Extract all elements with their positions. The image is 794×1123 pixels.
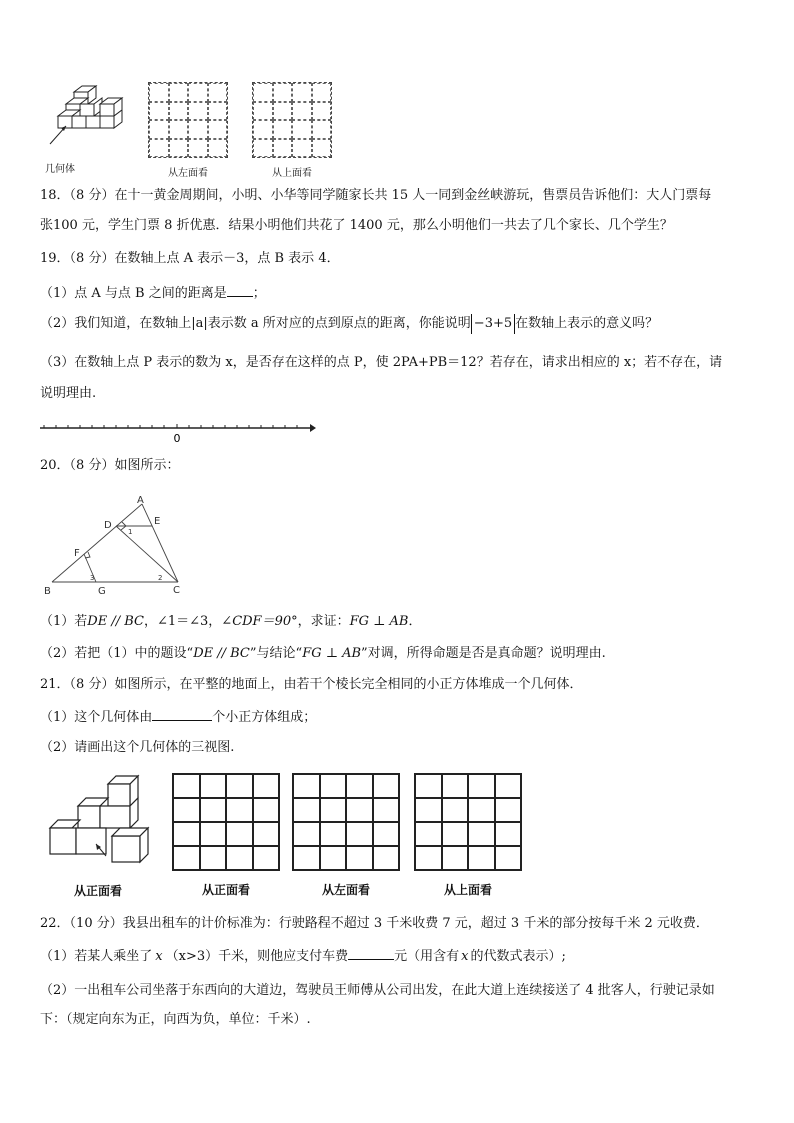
label-B: B	[44, 586, 51, 597]
q22-condition: （x>3）	[165, 949, 219, 964]
q18-line2: 张100 元，学生门票 8 折优惠．结果小明他们共花了 1400 元，那么小明他们一共去了几个家长、几个学生？	[40, 218, 673, 233]
q20-part2-b: ”与结论“	[249, 646, 303, 661]
triangle-figure	[40, 494, 190, 598]
q20-part1-cdf: ∠CDF＝90°	[221, 614, 298, 629]
q20-part2-a: （2）若把（1）中的题设“	[40, 646, 194, 661]
q21-answer-blank[interactable]	[152, 706, 212, 721]
q21-part1-b: 个小正方体组成；	[212, 710, 317, 725]
left-view-caption-top: 从左面看	[168, 168, 208, 179]
q19-answer-blank[interactable]	[227, 282, 253, 297]
q21-part1-a: （1）这个几何体由	[40, 710, 153, 725]
left-view-grid[interactable]	[292, 773, 400, 871]
q19-line1: 19．（8 分）在数轴上点 A 表示－3，点 B 表示 4．	[40, 251, 340, 266]
label-E: E	[154, 516, 161, 527]
q20-part2	[40, 644, 606, 664]
q22-var-x: x	[155, 949, 163, 964]
q20-part2-fg-ab: FG ⊥ AB	[302, 646, 362, 661]
angle-2: 2	[158, 574, 163, 582]
q22-line1: 22．（10 分）我县出租车的计价标准为：行驶路程不超过 3 千米收费 7 元，超过 3 千米的部分按每千米 2 元收费．	[40, 916, 709, 931]
front-view-caption: 从正面看	[201, 883, 250, 897]
number-line-zero: 0	[173, 432, 181, 444]
number-line	[40, 418, 316, 444]
label-A: A	[137, 495, 144, 506]
q20-part2-c: ”对调，所得命题是否是真命题？说明理由.	[361, 646, 606, 661]
q20-part1-b: ，∠1＝∠3，	[143, 614, 222, 629]
left-view-grid-top	[148, 82, 228, 158]
q22-part1-a: （1）若某人乘坐了	[40, 949, 153, 964]
q19-part2-text-b: 在数轴上表示的意义吗？	[515, 316, 659, 331]
q22-part1	[40, 945, 566, 967]
q20-part1	[40, 612, 422, 632]
top-view-caption-top: 从上面看	[272, 168, 312, 179]
q19-part3-line2: 说明理由.	[40, 386, 97, 401]
q20-line1: 20．（8 分）如图所示：	[40, 458, 180, 473]
q22-part1-c: 元（用含有	[394, 949, 460, 964]
label-C: C	[173, 585, 180, 596]
top-view-caption: 从上面看	[443, 883, 492, 897]
q21-line1: 21．（8 分）如图所示，在平整的地面上，由若干个棱长完全相同的小正方体堆成一个几何体．	[40, 677, 583, 692]
label-G: G	[98, 586, 106, 597]
q19-part3-line1: （3）在数轴上点 P 表示的数为 x，是否存在这样的点 P，使 2PA+PB＝12？若存在，请求出相应的 x；若不存在，请	[40, 355, 723, 370]
q20-part1-d: ．	[408, 614, 422, 629]
q21-solid-caption: 从正面看	[73, 884, 122, 898]
q22-part2-line1: （2）一出租车公司坐落于东西向的大道边，驾驶员王师傅从公司出发，在此大道上连续接送了 4 批客人，行驶记录如	[40, 983, 715, 998]
q21-solid-figure	[46, 774, 150, 870]
q19-abs-expression: −3+5	[471, 314, 515, 334]
top-solid-figure	[44, 82, 134, 162]
q22-part1-d: 的代数式表示）;	[470, 949, 566, 964]
top-view-grid-top	[252, 82, 332, 158]
q20-part1-c: ，求证：	[297, 614, 350, 629]
q19-part2	[40, 314, 658, 334]
top-view-grid[interactable]	[414, 773, 522, 871]
left-view-caption: 从左面看	[321, 883, 370, 897]
q20-part1-fg-ab: FG ⊥ AB	[349, 614, 409, 629]
solid-caption: 几何体	[45, 164, 75, 175]
label-F: F	[74, 548, 80, 559]
q19-part1-end: ；	[252, 286, 266, 301]
q18-line1: 18．（8 分）在十一黄金周期间，小明、小华等同学随家长共 15 人一同到金丝峡游玩，售票员告诉他们：大人门票每	[40, 188, 712, 203]
q20-part1-de-bc: DE // BC	[87, 614, 144, 629]
angle-1: 1	[128, 528, 133, 536]
q19-part2-text-a: （2）我们知道，在数轴上|a|表示数 a 所对应的点到原点的距离，你能说明	[40, 316, 471, 331]
label-D: D	[104, 520, 112, 531]
q20-part1-a: （1）若	[40, 614, 88, 629]
q21-part1	[40, 706, 316, 728]
q22-part1-b: 千米，则他应支付车费	[218, 949, 349, 964]
angle-3: 3	[90, 574, 95, 582]
q21-part2: （2）请画出这个几何体的三视图.	[40, 740, 235, 755]
q22-part2-line2: 下：（规定向东为正，向西为负，单位：千米）.	[40, 1012, 311, 1027]
q22-var-x2: x	[461, 949, 469, 964]
q19-part1	[40, 282, 266, 304]
front-view-grid[interactable]	[172, 773, 280, 871]
q19-part1-text: （1）点 A 与点 B 之间的距离是	[40, 286, 227, 301]
q20-part2-de-bc: DE // BC	[193, 646, 250, 661]
q22-answer-blank[interactable]	[348, 945, 394, 960]
